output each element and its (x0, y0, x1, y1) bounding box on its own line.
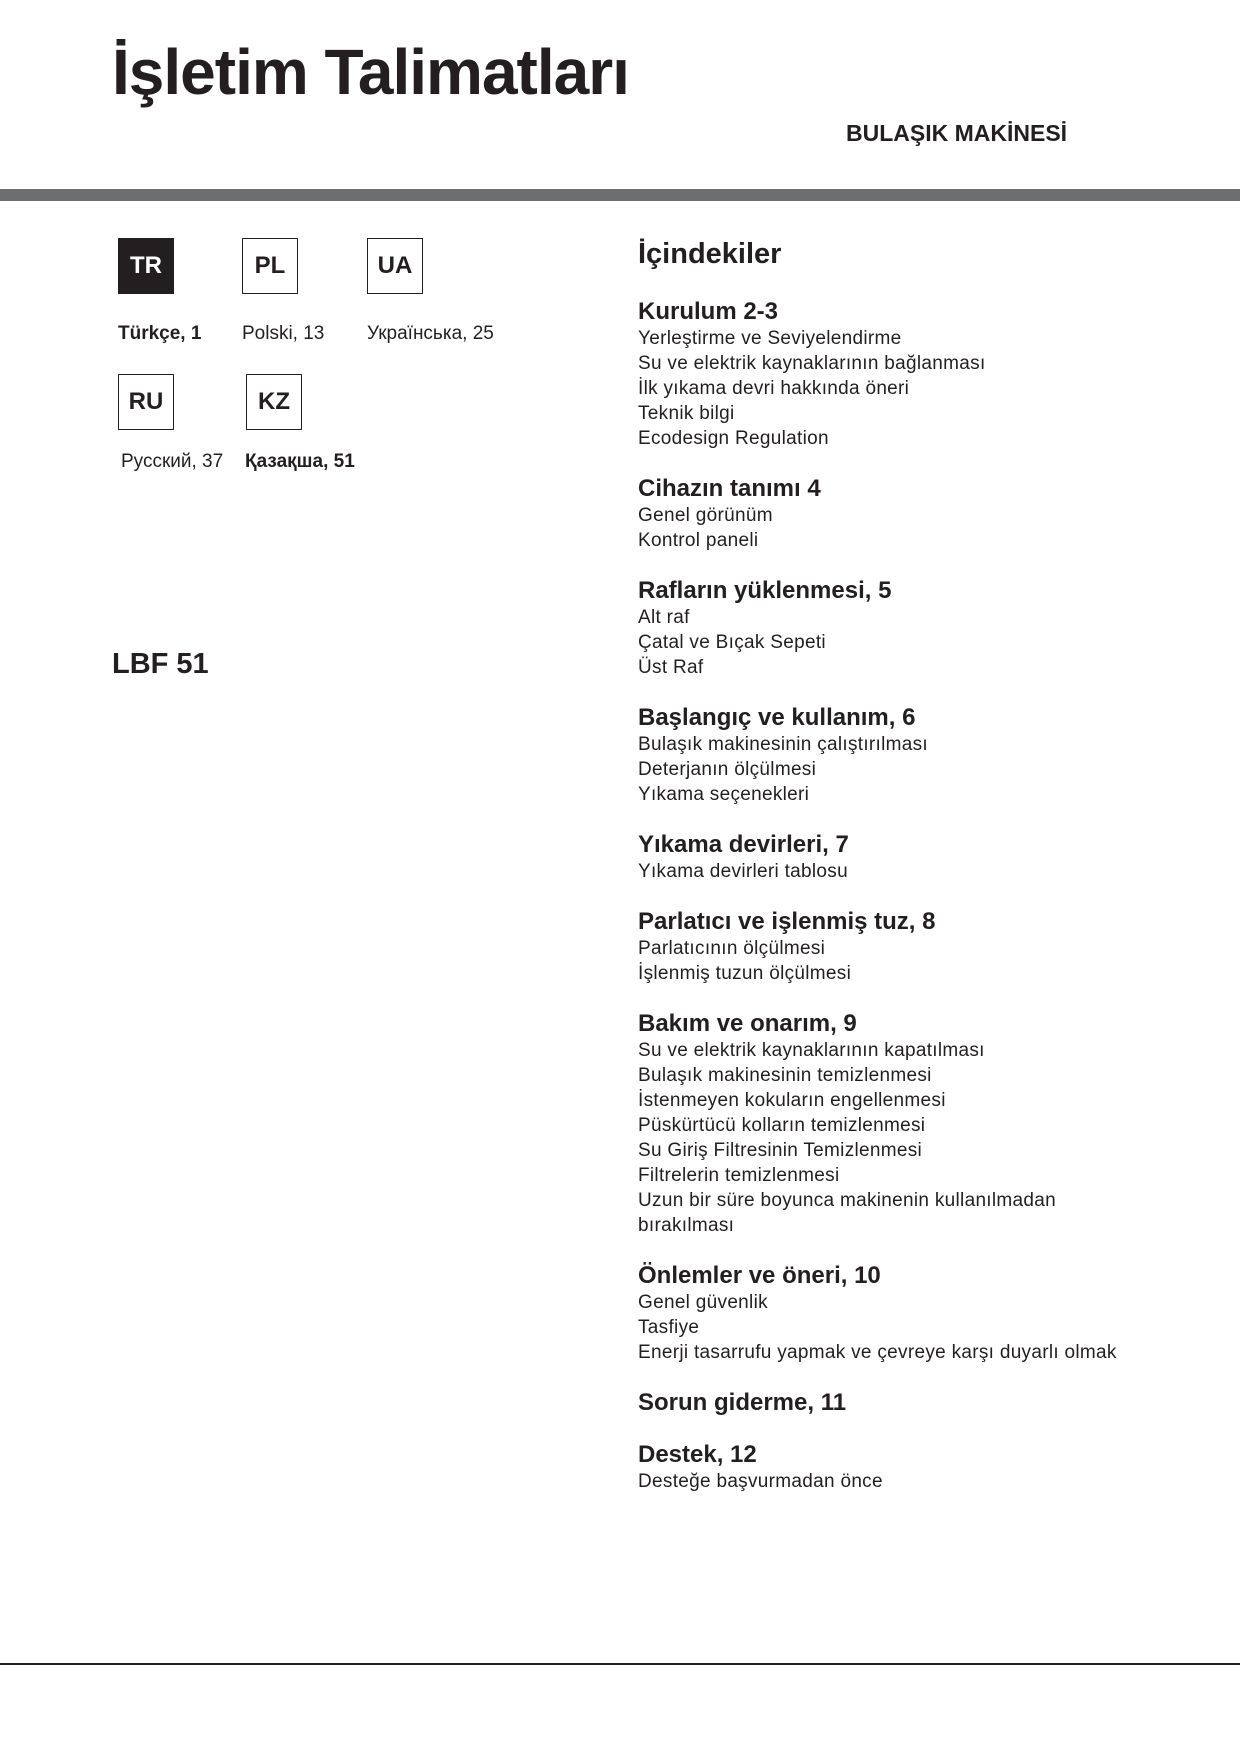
toc-section-heading[interactable]: Bakım ve onarım, 9 (638, 1010, 857, 1037)
toc-item[interactable]: Su Giriş Filtresinin Temizlenmesi (638, 1140, 923, 1161)
toc-item[interactable]: Bulaşık makinesinin temizlenmesi (638, 1065, 932, 1086)
toc-item[interactable]: bırakılması (638, 1215, 735, 1236)
toc-item[interactable]: İstenmeyen kokuların engellenmesi (638, 1090, 946, 1111)
toc-item[interactable]: Üst Raf (638, 657, 704, 678)
toc-title: İçindekiler (638, 238, 782, 270)
language-box-ua[interactable]: UA (367, 238, 423, 294)
toc-item[interactable]: İlk yıkama devri hakkında öneri (638, 378, 910, 399)
toc-section-heading[interactable]: Yıkama devirleri, 7 (638, 831, 849, 858)
toc-item[interactable]: Enerji tasarrufu yapmak ve çevreye karşı duyarlı olmak (638, 1342, 1117, 1363)
toc-item[interactable]: Kontrol paneli (638, 530, 759, 551)
language-box-tr[interactable]: TR (118, 238, 174, 294)
language-label-ua[interactable]: Українська, 25 (367, 323, 494, 344)
toc-section (638, 1441, 1238, 1494)
toc-section-heading[interactable]: Sorun giderme, 11 (638, 1389, 847, 1416)
toc-section (638, 1010, 1238, 1238)
toc-item[interactable]: Su ve elektrik kaynaklarının bağlanması (638, 353, 986, 374)
footer-divider (0, 1663, 1240, 1665)
document-title: İşletim Talimatları (112, 36, 629, 108)
toc-item[interactable]: Teknik bilgi (638, 403, 735, 424)
toc-item[interactable]: Yerleştirme ve Seviyelendirme (638, 328, 902, 349)
toc-section-heading[interactable]: Rafların yüklenmesi, 5 (638, 577, 892, 604)
toc-section (638, 1262, 1238, 1365)
document-subtitle: BULAŞIK MAKİNESİ (846, 120, 1068, 146)
toc-section (638, 831, 1238, 884)
toc-item[interactable]: İşlenmiş tuzun ölçülmesi (638, 963, 852, 984)
toc-item[interactable]: Alt raf (638, 607, 690, 628)
toc-item[interactable]: Desteğe başvurmadan önce (638, 1471, 883, 1492)
toc-item[interactable]: Genel güvenlik (638, 1292, 768, 1313)
language-box-pl[interactable]: PL (242, 238, 298, 294)
toc-sections (638, 298, 1238, 1494)
toc-item[interactable]: Deterjanın ölçülmesi (638, 759, 817, 780)
toc-item[interactable]: Filtrelerin temizlenmesi (638, 1165, 840, 1186)
toc-item[interactable]: Püskürtücü kolların temizlenmesi (638, 1115, 926, 1136)
toc-section (638, 475, 1238, 553)
toc-section (638, 577, 1238, 680)
language-box-kz[interactable]: KZ (246, 374, 302, 430)
language-box-ru[interactable]: RU (118, 374, 174, 430)
toc-item[interactable]: Bulaşık makinesinin çalıştırılması (638, 734, 929, 755)
toc-section (638, 298, 1238, 451)
toc-section-heading[interactable]: Başlangıç ve kullanım, 6 (638, 704, 916, 731)
toc-item[interactable]: Tasfiye (638, 1317, 700, 1338)
toc-section (638, 1389, 1238, 1417)
toc-item[interactable]: Su ve elektrik kaynaklarının kapatılması (638, 1040, 985, 1061)
toc-item[interactable]: Ecodesign Regulation (638, 428, 829, 449)
language-label-pl[interactable]: Polski, 13 (242, 323, 325, 344)
toc-item[interactable]: Yıkama devirleri tablosu (638, 861, 848, 882)
toc-section (638, 908, 1238, 986)
toc-section-heading[interactable]: Kurulum 2-3 (638, 298, 779, 325)
toc-item[interactable]: Parlatıcının ölçülmesi (638, 938, 826, 959)
toc-item[interactable]: Yıkama seçenekleri (638, 784, 810, 805)
language-label-ru[interactable]: Русский, 37 (121, 451, 224, 472)
toc-section (638, 704, 1238, 807)
model-number: LBF 51 (112, 648, 209, 680)
language-label-kz[interactable]: Қазақша, 51 (245, 451, 355, 472)
language-label-tr[interactable]: Türkçe, 1 (118, 323, 202, 344)
toc-section-heading[interactable]: Cihazın tanımı 4 (638, 475, 821, 502)
toc-item[interactable]: Uzun bir süre boyunca makinenin kullanılmadan (638, 1190, 1057, 1211)
header-divider (0, 189, 1240, 201)
toc-item[interactable]: Çatal ve Bıçak Sepeti (638, 632, 826, 653)
toc-section-heading[interactable]: Destek, 12 (638, 1441, 757, 1468)
toc-item[interactable]: Genel görünüm (638, 505, 773, 526)
toc-section-heading[interactable]: Önlemler ve öneri, 10 (638, 1262, 881, 1289)
toc-section-heading[interactable]: Parlatıcı ve işlenmiş tuz, 8 (638, 908, 936, 935)
table-of-contents (638, 236, 1238, 1518)
